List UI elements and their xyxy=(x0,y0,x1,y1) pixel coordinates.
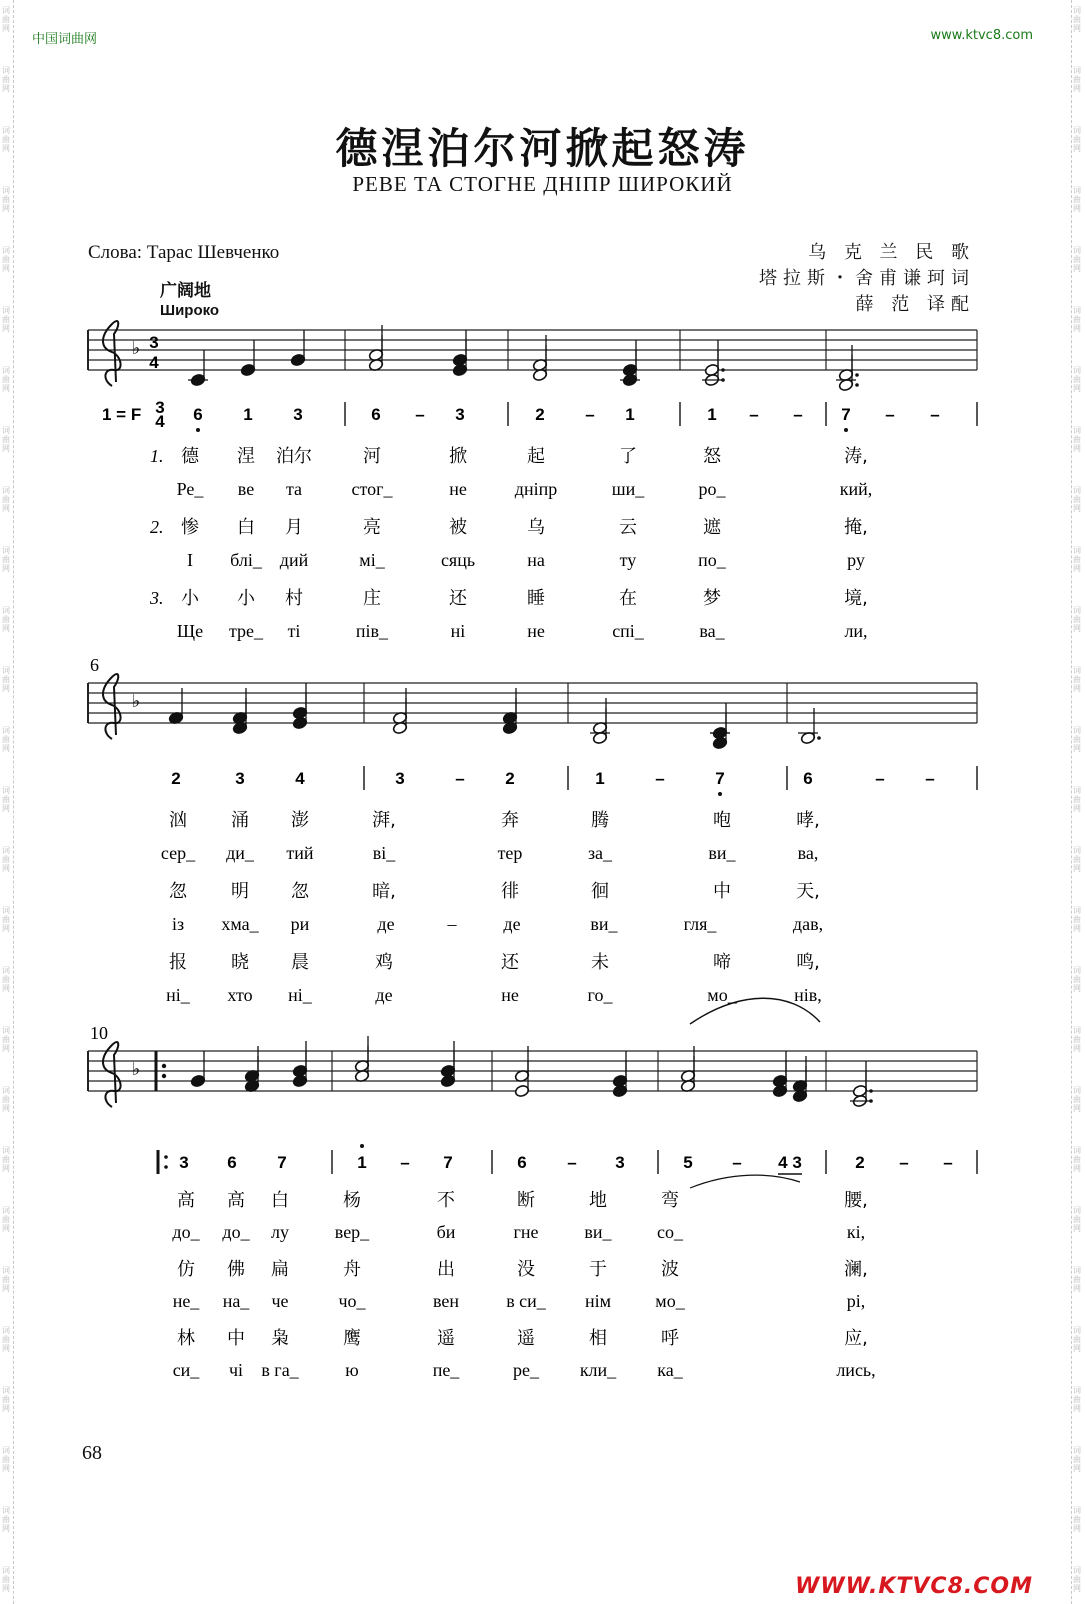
jianpu-note: 1 xyxy=(243,405,253,424)
lyric-chinese: 起 xyxy=(527,446,545,467)
jianpu-note: 1 xyxy=(357,1153,367,1172)
jianpu-note: 6 xyxy=(193,405,203,424)
jianpu-note: – xyxy=(899,1153,909,1172)
jianpu-note: 3 xyxy=(179,1153,189,1172)
lyric-chinese: 在 xyxy=(619,588,637,609)
watermark-text: 词 曲 网 xyxy=(1073,906,1081,933)
lyric-ukrainian: чо_ xyxy=(338,1291,366,1311)
lyric-ukrainian: нів, xyxy=(794,985,822,1005)
lyric-chinese: 呼 xyxy=(661,1328,679,1349)
lyric-chinese: 徘 xyxy=(501,881,519,902)
lyric-ukrainian: сер_ xyxy=(160,843,196,863)
lyric-chinese: 于 xyxy=(589,1259,607,1280)
repeat-dot xyxy=(162,1064,166,1068)
watermark-text: 词 曲 网 xyxy=(2,1566,10,1593)
jianpu-note: 6 xyxy=(517,1153,527,1172)
lyric-ukrainian: лу xyxy=(271,1222,289,1242)
lyric-chinese: 遥 xyxy=(517,1328,535,1349)
verse-number: 3. xyxy=(150,588,164,608)
watermark-text: 词 曲 网 xyxy=(2,966,10,993)
jianpu-note: 7 xyxy=(841,405,851,424)
lyric-ukrainian: Ще xyxy=(176,621,204,641)
lyric-chinese: 梦 xyxy=(703,588,721,609)
lyric-chinese: 弯 xyxy=(661,1190,679,1211)
lyric-chinese: 泊尔 xyxy=(276,446,312,467)
watermark-text: 词 曲 网 xyxy=(1073,426,1081,453)
watermark-text: 词 曲 网 xyxy=(2,306,10,333)
lyric-ukrainian: вен xyxy=(432,1291,460,1311)
lyric-chinese: 掀 xyxy=(449,446,467,467)
lyric-chinese: 河 xyxy=(363,446,381,467)
lyric-chinese: 了 xyxy=(619,446,637,467)
lyric-ukrainian: Ре_ xyxy=(176,479,204,499)
lyric-ukrainian: в си_ xyxy=(506,1291,546,1311)
lyric-chinese: 忽 xyxy=(169,881,187,902)
lyric-chinese: 遥 xyxy=(437,1328,455,1349)
watermark-text: 词 曲 网 xyxy=(2,846,10,873)
watermark-text: 词 曲 网 xyxy=(1073,486,1081,513)
jianpu-note: 7 xyxy=(715,769,725,788)
site-name-header[interactable]: 中国词曲网 xyxy=(32,32,98,47)
lyric-chinese: 澎 xyxy=(291,810,309,831)
watermark-text: 词 曲 网 xyxy=(1073,306,1081,333)
lyric-chinese: 林 xyxy=(177,1328,195,1349)
lyric-chinese: 白 xyxy=(237,517,255,538)
lyric-ukrainian: нім xyxy=(584,1291,612,1311)
song-title-chinese: 德涅泊尔河掀起怒涛 xyxy=(335,124,750,173)
watermark-text: 词 曲 网 xyxy=(2,1326,10,1353)
lyric-ukrainian: за_ xyxy=(587,843,613,863)
octave-dot-below xyxy=(844,428,848,432)
jianpu-note: 1 xyxy=(625,405,635,424)
verse-number: 2. xyxy=(150,517,164,537)
treble-clef-icon xyxy=(103,1042,121,1107)
watermark-text: 词 曲 网 xyxy=(1073,966,1081,993)
treble-clef-icon xyxy=(103,674,121,739)
jianpu-note: 1 xyxy=(707,405,717,424)
lyric-ukrainian: рі, xyxy=(846,1291,866,1311)
lyric-ukrainian: ри xyxy=(290,914,310,934)
jianpu-note: – xyxy=(930,405,940,424)
watermark-text: 词 曲 网 xyxy=(2,6,10,33)
watermark-text: 词 曲 网 xyxy=(1073,1026,1081,1053)
lyric-ukrainian: ва, xyxy=(797,843,819,863)
watermark-text: 词 曲 网 xyxy=(2,666,10,693)
jianpu-note: 7 xyxy=(277,1153,287,1172)
jianpu-note: – xyxy=(455,769,465,788)
jianpu-note: – xyxy=(732,1153,742,1172)
jianpu-note: 6 xyxy=(227,1153,237,1172)
lyric-ukrainian: І xyxy=(187,550,193,570)
lyric-chinese: 不 xyxy=(437,1190,455,1211)
jianpu-note: 2 xyxy=(535,405,545,424)
lyric-ukrainian: стог_ xyxy=(351,479,393,499)
jianpu-note: 6 xyxy=(803,769,813,788)
lyric-chinese: 小 xyxy=(237,588,255,609)
lyric-chinese: 亮 xyxy=(363,517,381,538)
key-label: 1 = F xyxy=(102,405,142,424)
lyric-ukrainian: ні_ xyxy=(166,985,190,1005)
lyric-chinese: 被 xyxy=(449,517,467,538)
lyric-chinese: 还 xyxy=(449,588,467,609)
watermark-text: 词 曲 网 xyxy=(1073,366,1081,393)
watermark-text: 词 曲 网 xyxy=(1073,1146,1081,1173)
watermark-text: 词 曲 网 xyxy=(2,1206,10,1233)
jianpu-note: – xyxy=(925,769,935,788)
octave-dot-below xyxy=(196,428,200,432)
lyric-ukrainian: до_ xyxy=(222,1222,250,1242)
jianpu-note: – xyxy=(875,769,885,788)
lyric-ukrainian: не xyxy=(527,621,545,641)
jianpu-note: – xyxy=(585,405,595,424)
lyric-ukrainian: ре_ xyxy=(513,1360,539,1380)
watermark-text: 词 曲 网 xyxy=(1073,1386,1081,1413)
watermark-text: 词 曲 网 xyxy=(2,906,10,933)
watermark-text: 词 曲 网 xyxy=(1073,1266,1081,1293)
lyric-ukrainian: на xyxy=(527,550,545,570)
lyric-chinese: 涛, xyxy=(844,446,868,467)
lyric-ukrainian: кий, xyxy=(839,479,873,499)
page-number: 68 xyxy=(82,1442,102,1464)
lyric-chinese: 高 xyxy=(227,1190,245,1211)
lyric-chinese: 鸣, xyxy=(796,952,820,973)
words-credit: 塔拉斯・舍甫谦珂词 xyxy=(759,268,975,289)
lyric-ukrainian: ви_ xyxy=(584,1222,612,1242)
watermark-text: 词 曲 网 xyxy=(2,1146,10,1173)
watermark-text: 词 曲 网 xyxy=(1073,726,1081,753)
lyric-ukrainian: – xyxy=(447,914,457,934)
lyric-ukrainian: ка_ xyxy=(657,1360,683,1380)
watermark-text: 词 曲 网 xyxy=(1073,606,1081,633)
jianpu-note: 6 xyxy=(371,405,381,424)
jianpu-note: – xyxy=(400,1153,410,1172)
lyric-chinese: 德 xyxy=(181,446,199,467)
song-title-ukrainian: РЕВЕ ТА СТОГНЕ ДНІПР ШИРОКИЙ xyxy=(352,172,733,196)
watermark-text: 词 曲 网 xyxy=(1073,66,1081,93)
note-dot xyxy=(721,368,725,372)
watermark-text: 词 曲 网 xyxy=(2,1386,10,1413)
lyric-chinese: 断 xyxy=(517,1190,535,1211)
lyric-ukrainian: хто xyxy=(227,985,253,1005)
watermark-text: 词 曲 网 xyxy=(2,606,10,633)
lyric-chinese: 中 xyxy=(227,1328,245,1349)
lyric-ukrainian: мі_ xyxy=(359,550,385,570)
jianpu-note: 5 xyxy=(683,1153,693,1172)
watermark-text: 词 曲 网 xyxy=(2,1086,10,1113)
lyric-chinese: 掩, xyxy=(844,517,868,538)
lyric-chinese: 涅 xyxy=(237,446,255,467)
jianpu-time-bottom: 4 xyxy=(155,412,165,431)
lyric-ukrainian: на_ xyxy=(222,1291,250,1311)
lyric-ukrainian: си_ xyxy=(172,1360,200,1380)
lyric-ukrainian: со_ xyxy=(657,1222,683,1242)
lyric-ukrainian: ва_ xyxy=(699,621,725,641)
lyric-chinese: 境, xyxy=(844,588,868,609)
note-dot xyxy=(817,736,821,740)
octave-dot-below xyxy=(718,792,722,796)
watermark-text: 词 曲 网 xyxy=(2,546,10,573)
jianpu-note: – xyxy=(943,1153,953,1172)
lyric-chinese: 惨 xyxy=(181,517,199,538)
watermark-text: 词 曲 网 xyxy=(2,1446,10,1473)
lyric-ukrainian: та xyxy=(285,479,303,499)
watermark-text: 词 曲 网 xyxy=(1073,786,1081,813)
lyric-ukrainian: хма_ xyxy=(221,914,259,934)
watermark-text: 词 曲 网 xyxy=(2,366,10,393)
lyric-ukrainian: ю xyxy=(345,1360,359,1380)
jianpu-note: 4 3 xyxy=(778,1153,802,1172)
treble-clef-icon xyxy=(103,321,121,386)
note-dot xyxy=(855,373,859,377)
watermark-text: 词 曲 网 xyxy=(1073,246,1081,273)
jianpu-note: 2 xyxy=(505,769,515,788)
lyric-chinese: 咆 xyxy=(713,810,731,831)
lyric-ukrainian: не xyxy=(449,479,467,499)
watermark-text: 词 曲 网 xyxy=(1073,846,1081,873)
jianpu-note: – xyxy=(749,405,759,424)
watermark-text: 词 曲 网 xyxy=(1073,1506,1081,1533)
lyric-ukrainian: ши_ xyxy=(611,479,645,499)
lyric-chinese: 腾 xyxy=(591,810,609,831)
lyric-ukrainian: де xyxy=(503,914,521,934)
lyric-ukrainian: кі, xyxy=(846,1222,866,1242)
measure-number: 6 xyxy=(90,655,99,675)
lyric-chinese: 遮 xyxy=(703,517,721,538)
octave-dot-above xyxy=(360,1144,364,1148)
lyric-chinese: 哮, xyxy=(796,810,820,831)
watermark-text: 词 曲 网 xyxy=(2,726,10,753)
site-url-header[interactable]: www.ktvc8.com xyxy=(930,28,1033,43)
watermark-text: 词 曲 网 xyxy=(2,486,10,513)
lyric-ukrainian: би xyxy=(436,1222,456,1242)
lyric-chinese: 湃, xyxy=(372,810,396,831)
lyricist-credit: Слова: Тарас Шевченко xyxy=(88,242,280,263)
repeat-dot xyxy=(164,1155,168,1159)
jianpu-note: 3 xyxy=(235,769,245,788)
lyric-chinese: 还 xyxy=(501,952,519,973)
watermark-text: 词 曲 网 xyxy=(1073,1446,1081,1473)
watermark-text: 词 曲 网 xyxy=(1073,186,1081,213)
lyric-chinese: 云 xyxy=(619,517,637,538)
watermark-text: 词 曲 网 xyxy=(2,426,10,453)
verse-number: 1. xyxy=(150,446,164,466)
lyric-chinese: 澜, xyxy=(844,1259,868,1280)
lyric-chinese: 白 xyxy=(271,1190,289,1211)
tempo-marking-chinese: 广阔地 xyxy=(160,281,211,301)
jianpu-note: 3 xyxy=(455,405,465,424)
repeat-dot xyxy=(162,1074,166,1078)
lyric-chinese: 杨 xyxy=(343,1190,361,1211)
lyric-ukrainian: тер xyxy=(497,843,523,863)
jianpu-note: 7 xyxy=(443,1153,453,1172)
lyric-chinese: 枭 xyxy=(271,1328,289,1349)
jianpu-note: – xyxy=(655,769,665,788)
lyric-ukrainian: не_ xyxy=(172,1291,200,1311)
lyric-ukrainian: ру xyxy=(847,550,865,570)
lyric-chinese: 仿 xyxy=(177,1259,195,1280)
lyric-chinese: 地 xyxy=(589,1190,607,1211)
lyric-chinese: 相 xyxy=(589,1328,607,1349)
jianpu-note: – xyxy=(567,1153,577,1172)
lyric-ukrainian: мо_ xyxy=(707,985,737,1005)
lyric-chinese: 小 xyxy=(181,588,199,609)
lyric-ukrainian: вер_ xyxy=(334,1222,370,1242)
lyric-ukrainian: лись, xyxy=(836,1360,876,1380)
jianpu-note: 2 xyxy=(855,1153,865,1172)
lyric-chinese: 佛 xyxy=(227,1259,245,1280)
measure-number: 10 xyxy=(90,1023,108,1043)
note-dot xyxy=(855,383,859,387)
lyric-chinese: 晨 xyxy=(291,952,309,973)
lyric-chinese: 未 xyxy=(591,952,609,973)
jianpu-note: – xyxy=(415,405,425,424)
flat-key-signature-icon: ♭ xyxy=(131,691,141,711)
note-dot xyxy=(869,1089,873,1093)
lyric-ukrainian: де xyxy=(377,914,395,934)
jianpu-note: – xyxy=(793,405,803,424)
lyric-chinese: 出 xyxy=(437,1259,455,1280)
watermark-text: 词 曲 网 xyxy=(1073,1206,1081,1233)
lyric-chinese: 波 xyxy=(661,1259,679,1280)
lyric-chinese: 报 xyxy=(169,952,187,973)
lyric-chinese: 明 xyxy=(231,881,249,902)
watermark-text: 词 曲 网 xyxy=(2,1506,10,1533)
lyric-chinese: 鸡 xyxy=(375,952,393,973)
jianpu-time-top: 3 xyxy=(155,398,165,417)
lyric-ukrainian: ро_ xyxy=(698,479,726,499)
lyric-ukrainian: гля_ xyxy=(683,914,717,934)
lyric-ukrainian: до_ xyxy=(172,1222,200,1242)
lyric-ukrainian: го_ xyxy=(587,985,613,1005)
lyric-ukrainian: ве xyxy=(237,479,255,499)
watermark-text: 词 曲 网 xyxy=(1073,666,1081,693)
watermark-text: 词 曲 网 xyxy=(2,1026,10,1053)
lyric-ukrainian: пів_ xyxy=(355,621,389,641)
jianpu-note: 3 xyxy=(395,769,405,788)
watermark-text: 词 曲 网 xyxy=(1073,546,1081,573)
lyric-ukrainian: ди_ xyxy=(226,843,254,863)
lyric-ukrainian: ту xyxy=(619,550,637,570)
watermark-text: 词 曲 网 xyxy=(2,246,10,273)
lyric-ukrainian: кли_ xyxy=(579,1360,617,1380)
watermark-text: 词 曲 网 xyxy=(1073,6,1081,33)
lyric-ukrainian: ті xyxy=(287,621,301,641)
lyric-chinese: 中 xyxy=(713,881,731,902)
watermark-text: 词 曲 网 xyxy=(2,126,10,153)
lyric-chinese: 汹 xyxy=(169,810,187,831)
lyric-ukrainian: із xyxy=(171,914,185,934)
footer-logo[interactable]: WWW.KTVC8.COM xyxy=(795,1574,1033,1599)
lyric-ukrainian: не xyxy=(501,985,519,1005)
watermark-text: 词 曲 网 xyxy=(2,1266,10,1293)
watermark-text: 词 曲 网 xyxy=(1073,1566,1081,1593)
lyric-ukrainian: сяць xyxy=(440,550,476,570)
origin-credit: 乌 克 兰 民 歌 xyxy=(808,242,975,263)
lyric-ukrainian: тре_ xyxy=(228,621,264,641)
lyric-chinese: 庄 xyxy=(363,588,381,609)
lyric-ukrainian: ви_ xyxy=(708,843,736,863)
lyric-ukrainian: пе_ xyxy=(432,1360,460,1380)
lyric-ukrainian: спі_ xyxy=(612,621,644,641)
lyric-ukrainian: гне xyxy=(513,1222,539,1242)
lyric-ukrainian: дий xyxy=(279,550,309,570)
flat-key-signature-icon: ♭ xyxy=(131,338,141,358)
lyric-ukrainian: тий xyxy=(286,843,314,863)
lyric-chinese: 村 xyxy=(285,588,303,609)
lyric-ukrainian: дав, xyxy=(792,914,824,934)
watermark-text: 词 曲 网 xyxy=(2,66,10,93)
lyric-chinese: 暗, xyxy=(372,881,396,902)
lyric-ukrainian: блі_ xyxy=(230,550,262,570)
lyric-chinese: 腰, xyxy=(844,1190,868,1211)
watermark-text: 词 曲 网 xyxy=(1073,126,1081,153)
lyric-chinese: 没 xyxy=(517,1259,535,1280)
slur xyxy=(690,1175,800,1188)
lyric-chinese: 奔 xyxy=(501,810,519,831)
watermark-text: 词 曲 网 xyxy=(1073,1086,1081,1113)
lyric-ukrainian: дніпр xyxy=(514,479,558,499)
jianpu-note: – xyxy=(885,405,895,424)
lyric-chinese: 舟 xyxy=(343,1259,361,1280)
lyric-ukrainian: че xyxy=(271,1291,289,1311)
translator-credit: 薛 范 译配 xyxy=(855,294,975,315)
lyric-chinese: 高 xyxy=(177,1190,195,1211)
lyric-chinese: 徊 xyxy=(591,881,609,902)
lyric-chinese: 扁 xyxy=(271,1259,289,1280)
jianpu-note: 3 xyxy=(615,1153,625,1172)
lyric-ukrainian: в га_ xyxy=(261,1360,299,1380)
lyric-chinese: 睡 xyxy=(527,588,545,609)
lyric-ukrainian: ли, xyxy=(844,621,868,641)
lyric-chinese: 月 xyxy=(285,517,303,538)
lyric-chinese: 忽 xyxy=(291,881,309,902)
lyric-chinese: 鹰 xyxy=(343,1328,361,1349)
lyric-ukrainian: мо_ xyxy=(655,1291,685,1311)
watermark-text: 词 曲 网 xyxy=(1073,1326,1081,1353)
flat-key-signature-icon: ♭ xyxy=(131,1059,141,1079)
lyric-ukrainian: ві_ xyxy=(372,843,396,863)
jianpu-note: 3 xyxy=(293,405,303,424)
lyric-chinese: 啼 xyxy=(713,952,731,973)
repeat-dot xyxy=(164,1165,168,1169)
lyric-chinese: 晓 xyxy=(231,952,249,973)
lyric-ukrainian: по_ xyxy=(698,550,726,570)
lyric-chinese: 怒 xyxy=(703,446,721,467)
time-signature-bottom: 4 xyxy=(149,353,159,372)
lyric-ukrainian: ні_ xyxy=(288,985,312,1005)
lyric-chinese: 天, xyxy=(796,881,820,902)
lyric-ukrainian: ні xyxy=(450,621,466,641)
lyric-ukrainian: де xyxy=(375,985,393,1005)
lyric-chinese: 乌 xyxy=(527,517,545,538)
jianpu-note: 1 xyxy=(595,769,605,788)
lyric-chinese: 应, xyxy=(844,1328,868,1349)
lyric-chinese: 涌 xyxy=(231,810,249,831)
jianpu-note: 2 xyxy=(171,769,181,788)
lyric-ukrainian: ви_ xyxy=(590,914,618,934)
tempo-marking-ukrainian: Широко xyxy=(160,302,220,319)
jianpu-note: 4 xyxy=(295,769,305,788)
watermark-text: 词 曲 网 xyxy=(2,786,10,813)
time-signature-top: 3 xyxy=(149,333,159,352)
lyric-ukrainian: чі xyxy=(228,1360,244,1380)
watermark-text: 词 曲 网 xyxy=(2,186,10,213)
